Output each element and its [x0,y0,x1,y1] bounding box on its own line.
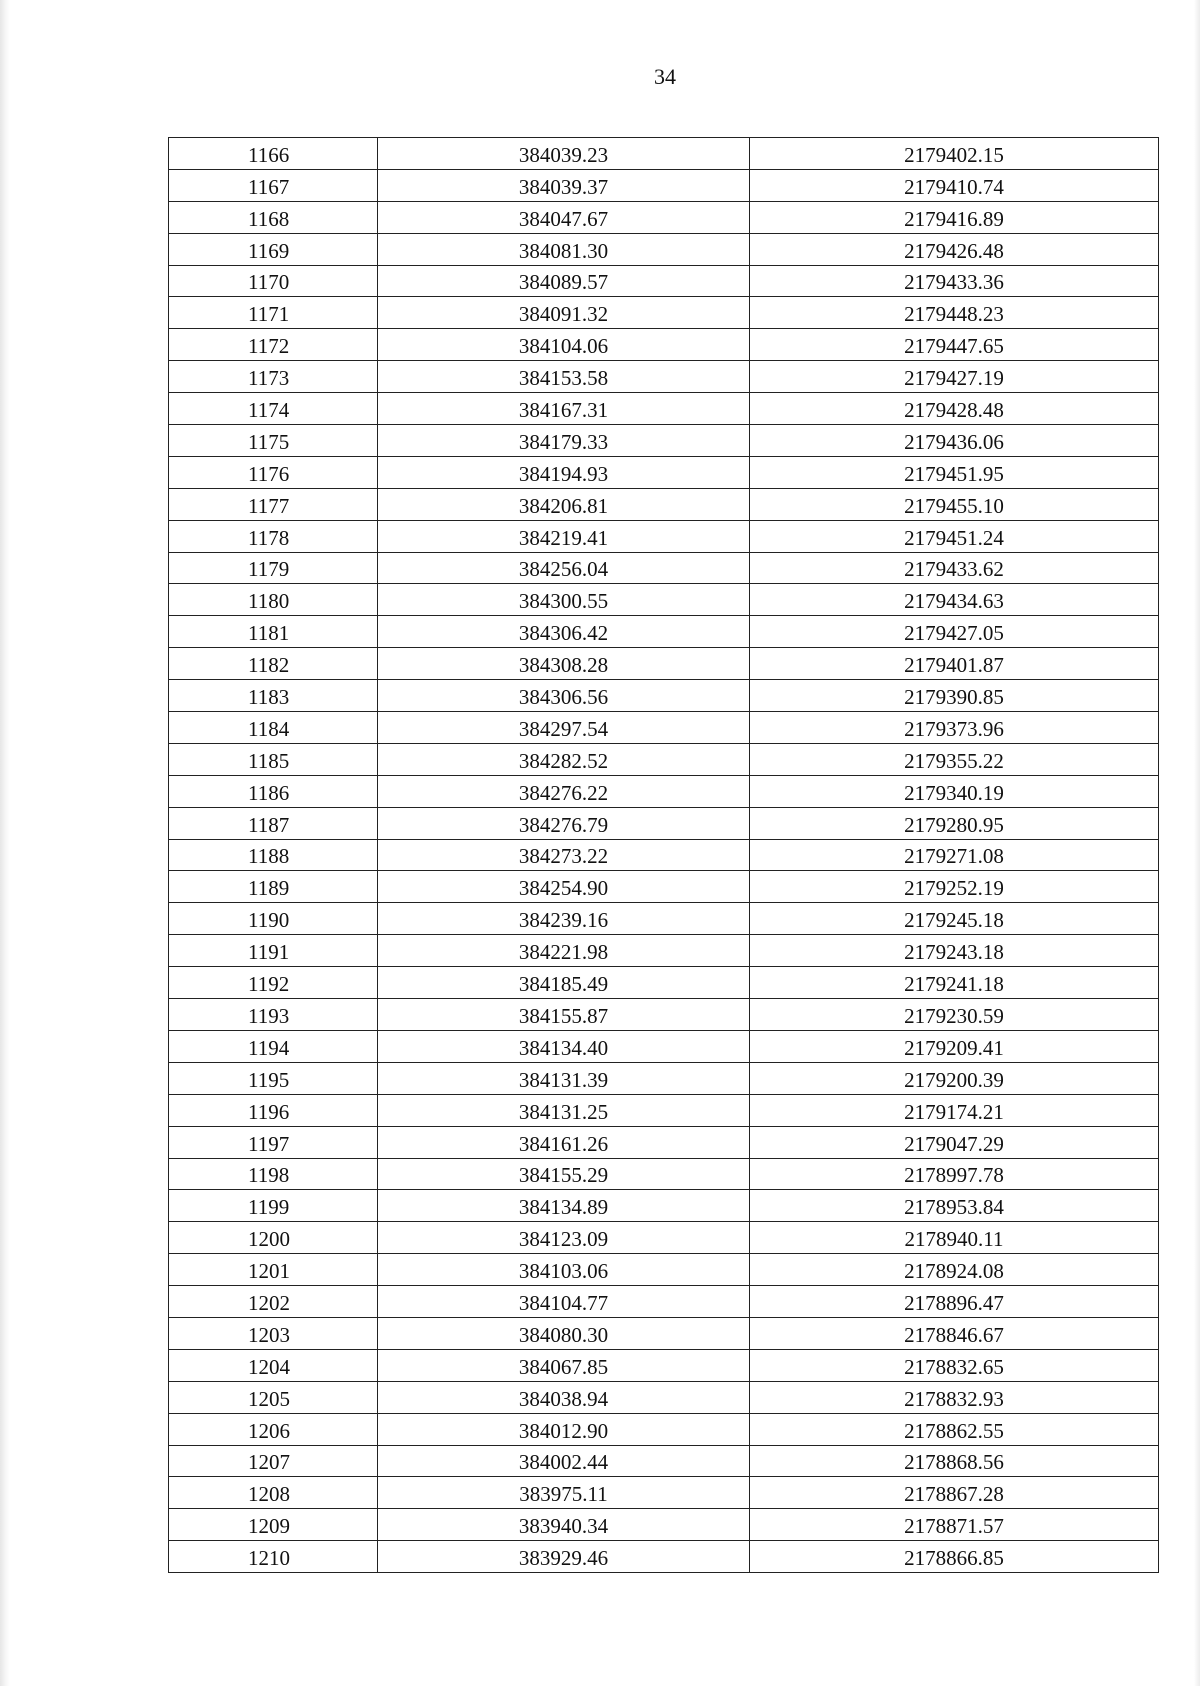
y-coordinate-cell: 2179434.63 [750,584,1159,616]
table-row [169,265,1159,297]
table-row [169,456,1159,488]
y-coordinate-cell: 2179390.85 [750,680,1159,712]
point-number-cell: 1205 [169,1381,378,1413]
table-row [169,488,1159,520]
y-coordinate-cell: 2179373.96 [750,712,1159,744]
table-row [169,743,1159,775]
table-row [169,1509,1159,1541]
point-number-cell: 1207 [169,1445,378,1477]
y-coordinate-cell: 2178867.28 [750,1477,1159,1509]
point-number-cell: 1171 [169,297,378,329]
x-coordinate-cell: 384308.28 [378,648,750,680]
point-number-cell: 1190 [169,903,378,935]
x-coordinate-cell: 384221.98 [378,935,750,967]
table-row [169,169,1159,201]
point-number-cell: 1198 [169,1158,378,1190]
table-row [169,999,1159,1031]
table-row [169,807,1159,839]
y-coordinate-cell: 2179245.18 [750,903,1159,935]
x-coordinate-cell: 384185.49 [378,967,750,999]
y-coordinate-cell: 2179451.95 [750,456,1159,488]
y-coordinate-cell: 2179433.62 [750,552,1159,584]
x-coordinate-cell: 384254.90 [378,871,750,903]
table-row [169,201,1159,233]
x-coordinate-cell: 384080.30 [378,1317,750,1349]
point-number-cell: 1195 [169,1062,378,1094]
table-row [169,1286,1159,1318]
table-row [169,1541,1159,1573]
table-row [169,1126,1159,1158]
table-row [169,935,1159,967]
table-row [169,616,1159,648]
y-coordinate-cell: 2179243.18 [750,935,1159,967]
point-number-cell: 1188 [169,839,378,871]
table-row [169,297,1159,329]
y-coordinate-cell: 2179252.19 [750,871,1159,903]
point-number-cell: 1197 [169,1126,378,1158]
table-row [169,967,1159,999]
point-number-cell: 1168 [169,201,378,233]
x-coordinate-cell: 384131.39 [378,1062,750,1094]
x-coordinate-cell: 384067.85 [378,1349,750,1381]
table-row [169,138,1159,170]
x-coordinate-cell: 384081.30 [378,233,750,265]
y-coordinate-cell: 2179340.19 [750,775,1159,807]
y-coordinate-cell: 2179455.10 [750,488,1159,520]
point-number-cell: 1196 [169,1094,378,1126]
point-number-cell: 1166 [169,138,378,170]
point-number-cell: 1206 [169,1413,378,1445]
x-coordinate-cell: 384219.41 [378,520,750,552]
coordinate-table [168,137,1159,1573]
table-row [169,552,1159,584]
y-coordinate-cell: 2179427.19 [750,361,1159,393]
y-coordinate-cell: 2178862.55 [750,1413,1159,1445]
point-number-cell: 1199 [169,1190,378,1222]
table-row [169,1030,1159,1062]
y-coordinate-cell: 2179401.87 [750,648,1159,680]
x-coordinate-cell: 384002.44 [378,1445,750,1477]
x-coordinate-cell: 384206.81 [378,488,750,520]
x-coordinate-cell: 384273.22 [378,839,750,871]
y-coordinate-cell: 2179448.23 [750,297,1159,329]
point-number-cell: 1186 [169,775,378,807]
point-number-cell: 1177 [169,488,378,520]
x-coordinate-cell: 384256.04 [378,552,750,584]
point-number-cell: 1178 [169,520,378,552]
x-coordinate-cell: 384194.93 [378,456,750,488]
point-number-cell: 1181 [169,616,378,648]
point-number-cell: 1172 [169,329,378,361]
y-coordinate-cell: 2178866.85 [750,1541,1159,1573]
x-coordinate-cell: 384134.40 [378,1030,750,1062]
x-coordinate-cell: 383940.34 [378,1509,750,1541]
y-coordinate-cell: 2178896.47 [750,1286,1159,1318]
y-coordinate-cell: 2179416.89 [750,201,1159,233]
table-row [169,520,1159,552]
x-coordinate-cell: 384155.29 [378,1158,750,1190]
point-number-cell: 1173 [169,361,378,393]
table-row [169,425,1159,457]
y-coordinate-cell: 2179402.15 [750,138,1159,170]
table-row [169,1381,1159,1413]
table-row [169,1413,1159,1445]
scan-edge-right [1194,0,1200,1686]
point-number-cell: 1210 [169,1541,378,1573]
x-coordinate-cell: 384131.25 [378,1094,750,1126]
table-row [169,233,1159,265]
y-coordinate-cell: 2178997.78 [750,1158,1159,1190]
y-coordinate-cell: 2179447.65 [750,329,1159,361]
y-coordinate-cell: 2179426.48 [750,233,1159,265]
x-coordinate-cell: 384297.54 [378,712,750,744]
x-coordinate-cell: 384300.55 [378,584,750,616]
x-coordinate-cell: 384306.56 [378,680,750,712]
table-row [169,1445,1159,1477]
x-coordinate-cell: 384161.26 [378,1126,750,1158]
y-coordinate-cell: 2179174.21 [750,1094,1159,1126]
table-row [169,1158,1159,1190]
point-number-cell: 1192 [169,967,378,999]
point-number-cell: 1169 [169,233,378,265]
point-number-cell: 1180 [169,584,378,616]
table-row [169,839,1159,871]
x-coordinate-cell: 384134.89 [378,1190,750,1222]
x-coordinate-cell: 384239.16 [378,903,750,935]
point-number-cell: 1208 [169,1477,378,1509]
x-coordinate-cell: 384047.67 [378,201,750,233]
table-row [169,712,1159,744]
y-coordinate-cell: 2179241.18 [750,967,1159,999]
y-coordinate-cell: 2178924.08 [750,1254,1159,1286]
y-coordinate-cell: 2178846.67 [750,1317,1159,1349]
table-row [169,1477,1159,1509]
point-number-cell: 1204 [169,1349,378,1381]
x-coordinate-cell: 384153.58 [378,361,750,393]
table-row [169,1254,1159,1286]
point-number-cell: 1182 [169,648,378,680]
x-coordinate-cell: 384089.57 [378,265,750,297]
point-number-cell: 1194 [169,1030,378,1062]
point-number-cell: 1201 [169,1254,378,1286]
point-number-cell: 1170 [169,265,378,297]
y-coordinate-cell: 2179436.06 [750,425,1159,457]
table-row [169,584,1159,616]
y-coordinate-cell: 2179200.39 [750,1062,1159,1094]
x-coordinate-cell: 384012.90 [378,1413,750,1445]
point-number-cell: 1209 [169,1509,378,1541]
coordinate-table-body [169,138,1159,1573]
x-coordinate-cell: 384038.94 [378,1381,750,1413]
x-coordinate-cell: 384039.23 [378,138,750,170]
x-coordinate-cell: 384155.87 [378,999,750,1031]
table-row [169,775,1159,807]
x-coordinate-cell: 384123.09 [378,1222,750,1254]
x-coordinate-cell: 384039.37 [378,169,750,201]
y-coordinate-cell: 2179427.05 [750,616,1159,648]
table-row [169,1062,1159,1094]
y-coordinate-cell: 2179428.48 [750,393,1159,425]
point-number-cell: 1187 [169,807,378,839]
point-number-cell: 1175 [169,425,378,457]
page-number: 34 [654,64,676,89]
point-number-cell: 1183 [169,680,378,712]
table-row [169,1094,1159,1126]
x-coordinate-cell: 384104.06 [378,329,750,361]
y-coordinate-cell: 2179410.74 [750,169,1159,201]
point-number-cell: 1191 [169,935,378,967]
table-row [169,393,1159,425]
table-row [169,1222,1159,1254]
x-coordinate-cell: 384091.32 [378,297,750,329]
x-coordinate-cell: 384306.42 [378,616,750,648]
y-coordinate-cell: 2178953.84 [750,1190,1159,1222]
y-coordinate-cell: 2179355.22 [750,743,1159,775]
y-coordinate-cell: 2178832.93 [750,1381,1159,1413]
x-coordinate-cell: 384104.77 [378,1286,750,1318]
scan-edge-left [0,0,10,1686]
y-coordinate-cell: 2179047.29 [750,1126,1159,1158]
x-coordinate-cell: 384276.79 [378,807,750,839]
table-row [169,871,1159,903]
x-coordinate-cell: 383975.11 [378,1477,750,1509]
table-row [169,329,1159,361]
table-row [169,903,1159,935]
table-row [169,1190,1159,1222]
table-row [169,361,1159,393]
y-coordinate-cell: 2178868.56 [750,1445,1159,1477]
point-number-cell: 1176 [169,456,378,488]
point-number-cell: 1184 [169,712,378,744]
y-coordinate-cell: 2179271.08 [750,839,1159,871]
x-coordinate-cell: 384282.52 [378,743,750,775]
table-row [169,648,1159,680]
point-number-cell: 1202 [169,1286,378,1318]
point-number-cell: 1167 [169,169,378,201]
point-number-cell: 1179 [169,552,378,584]
point-number-cell: 1189 [169,871,378,903]
point-number-cell: 1174 [169,393,378,425]
table-row [169,680,1159,712]
y-coordinate-cell: 2178832.65 [750,1349,1159,1381]
point-number-cell: 1193 [169,999,378,1031]
y-coordinate-cell: 2179230.59 [750,999,1159,1031]
table-row [169,1349,1159,1381]
y-coordinate-cell: 2178940.11 [750,1222,1159,1254]
point-number-cell: 1203 [169,1317,378,1349]
point-number-cell: 1200 [169,1222,378,1254]
x-coordinate-cell: 384167.31 [378,393,750,425]
y-coordinate-cell: 2179209.41 [750,1030,1159,1062]
y-coordinate-cell: 2179451.24 [750,520,1159,552]
table-row [169,1317,1159,1349]
x-coordinate-cell: 383929.46 [378,1541,750,1573]
x-coordinate-cell: 384103.06 [378,1254,750,1286]
y-coordinate-cell: 2179433.36 [750,265,1159,297]
point-number-cell: 1185 [169,743,378,775]
x-coordinate-cell: 384276.22 [378,775,750,807]
y-coordinate-cell: 2178871.57 [750,1509,1159,1541]
y-coordinate-cell: 2179280.95 [750,807,1159,839]
x-coordinate-cell: 384179.33 [378,425,750,457]
